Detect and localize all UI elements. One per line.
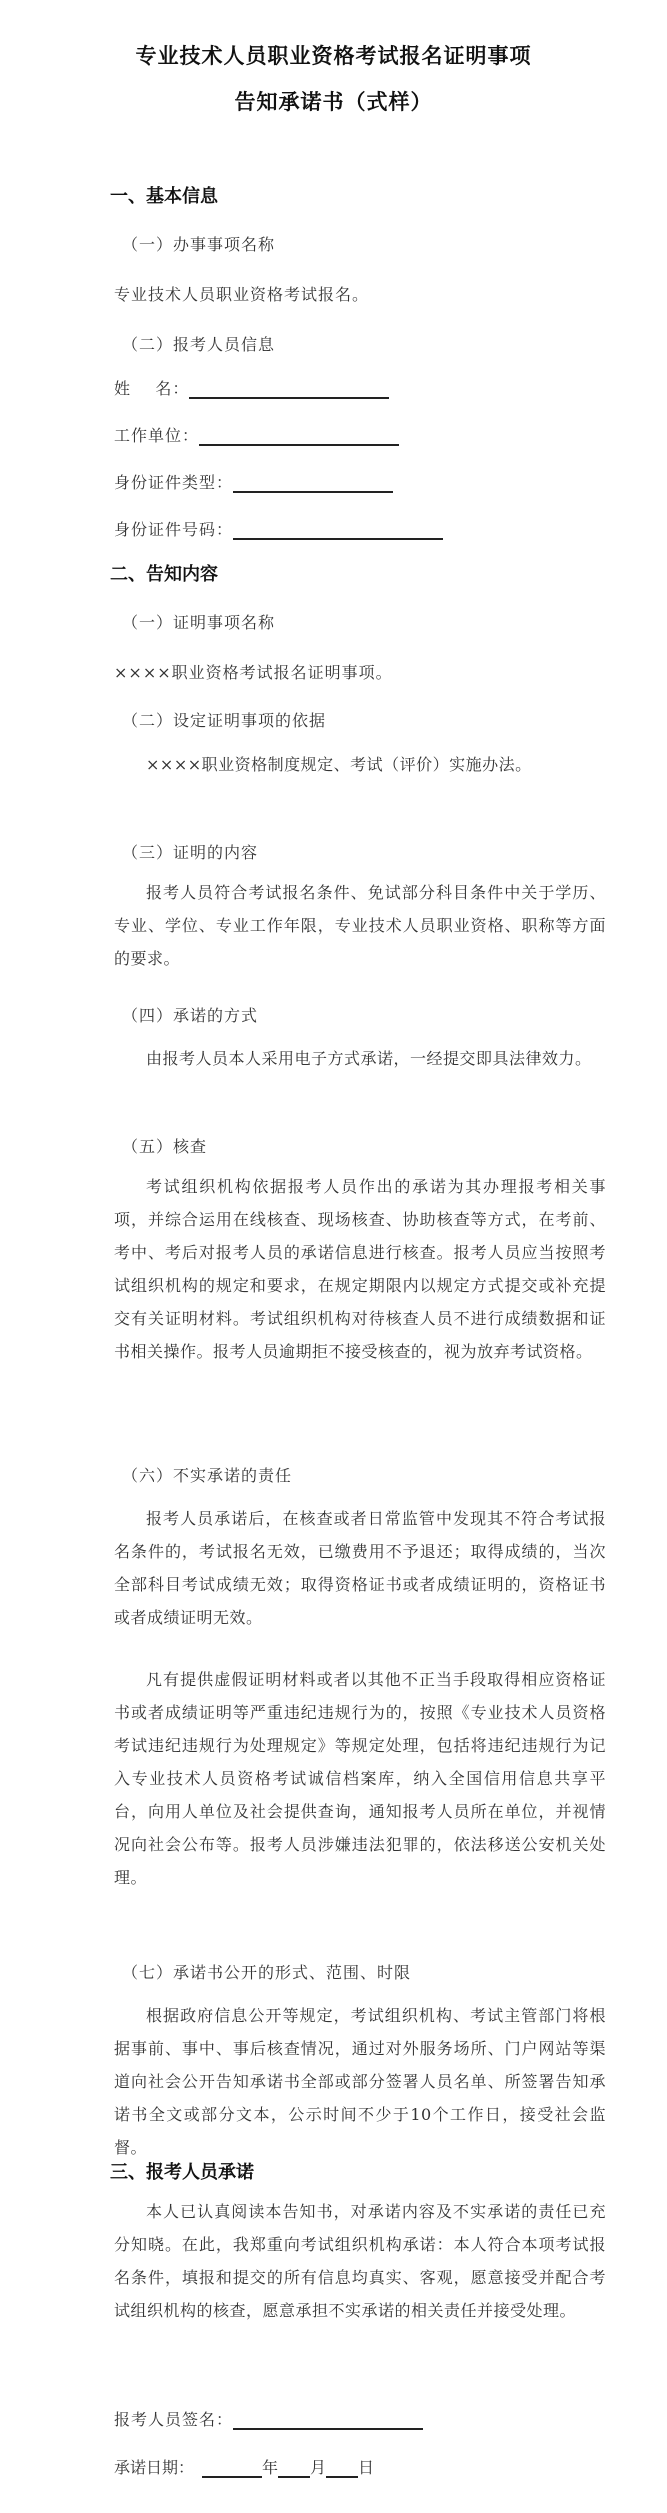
notice-p7-text: 根据政府信息公开等规定，考试组织机构、考试主管部门将根据事前、事中、事后核查情况，通过对外服务场所、门户网站等渠道向社会公开告知承诺书全部或部分签署人员名单、所签署告知承诺书全文或部分文本，公示时间不少于10个工作日，接受社会监督。	[114, 2006, 606, 2157]
notice-p6-heading: （六）不实承诺的责任	[122, 1466, 293, 1485]
month-blank[interactable]	[278, 2456, 310, 2478]
notice-p3-text: 报考人员符合考试报名条件、免试部分科目条件中关于学历、专业、学位、专业工作年限，专业技术人员职业资格、职称等方面的要求。	[114, 883, 606, 968]
notice-p4-text: 由报考人员本人采用电子方式承诺，一经提交即具法律效力。	[146, 1049, 592, 1068]
day-label: 日	[358, 2458, 375, 2477]
notice-p1-text: ××××职业资格考试报名证明事项。	[114, 663, 393, 682]
commitment-text: 本人已认真阅读本告知书，对承诺内容及不实承诺的责任已充分知晓。在此，我郑重向考试组织机构承诺：本人符合本项考试报名条件，填报和提交的所有信息均真实、客观，愿意接受并配合考试组织机构的核查，愿意承担不实承诺的相关责任并接受处理。	[114, 2202, 606, 2320]
date-field	[114, 2452, 374, 2478]
notice-p5-text: 考试组织机构依据报考人员作出的承诺为其办理报考相关事项，并综合运用在线核查、现场核查、协助核查等方式，在考前、考中、考后对报考人员的承诺信息进行核查。报考人员应当按照考试组织机构的规定和要求，在规定期限内以规定方式提交或补充提交有关证明材料。考试组织机构对待核查人员不进行成绩数据和证书相关操作。报考人员逾期拒不接受核查的，视为放弃考试资格。	[114, 1177, 606, 1361]
item-name-heading: （一）办事事项名称	[122, 235, 276, 254]
date-label: 承诺日期：	[114, 2458, 195, 2477]
id-number-label: 身份证件号码：	[114, 520, 234, 539]
name-label: 姓 名：	[114, 379, 190, 398]
employer-label: 工作单位：	[114, 426, 200, 445]
signature-field	[114, 2404, 423, 2430]
notice-p2-heading: （二）设定证明事项的依据	[122, 711, 327, 730]
notice-p6-text1: 报考人员承诺后，在核查或者日常监管中发现其不符合考试报名条件的，考试报名无效，已缴费用不予退还；取得成绩的，当次全部科目考试成绩无效；取得资格证书或者成绩证明的，资格证书或者成绩证明无效。	[114, 1509, 606, 1627]
signature-label: 报考人员签名：	[114, 2410, 234, 2429]
year-label: 年	[262, 2458, 279, 2477]
id-type-label: 身份证件类型：	[114, 473, 234, 492]
notice-p3-heading: （三）证明的内容	[122, 843, 259, 862]
id-type-field	[114, 467, 393, 493]
section-commitment-heading: 三、报考人员承诺	[110, 2162, 254, 2183]
notice-p4-heading: （四）承诺的方式	[122, 1006, 259, 1025]
item-name-text: 专业技术人员职业资格考试报名。	[114, 285, 370, 304]
notice-p6-text2: 凡有提供虚假证明材料或者以其他不正当手段取得相应资格证书或者成绩证明等严重违纪违规行为的，按照《专业技术人员资格考试违纪违规行为处理规定》等规定处理，包括将违纪违规行为记入专业技术人员资格考试诚信档案库，纳入全国信用信息共享平台，向用人单位及社会提供查询，通知报考人员所在单位，并视情况向社会公布等。报考人员涉嫌违法犯罪的，依法移送公安机关处理。	[114, 1670, 606, 1887]
notice-p5-heading: （五）核查	[122, 1137, 208, 1156]
document-title-line1: 专业技术人员职业资格考试报名证明事项	[135, 43, 532, 68]
id-type-blank[interactable]	[233, 471, 393, 493]
applicant-info-heading: （二）报考人员信息	[122, 335, 276, 354]
employer-field	[114, 420, 399, 446]
id-number-blank[interactable]	[233, 518, 443, 540]
signature-blank[interactable]	[233, 2408, 423, 2430]
month-label: 月	[310, 2458, 327, 2477]
notice-p2-text: ××××职业资格制度规定、考试（评价）实施办法。	[146, 755, 532, 774]
name-blank[interactable]	[189, 377, 389, 399]
notice-p7-heading: （七）承诺书公开的形式、范围、时限	[122, 1963, 412, 1982]
year-blank[interactable]	[202, 2456, 262, 2478]
section-notice-heading: 二、告知内容	[110, 564, 218, 585]
day-blank[interactable]	[326, 2456, 358, 2478]
document-title-line2: 告知承诺书（式样）	[234, 89, 433, 114]
section-basic-info-heading: 一、基本信息	[110, 186, 218, 207]
notice-p1-heading: （一）证明事项名称	[122, 613, 276, 632]
id-number-field	[114, 514, 443, 540]
employer-blank[interactable]	[199, 424, 399, 446]
name-field	[114, 373, 389, 399]
